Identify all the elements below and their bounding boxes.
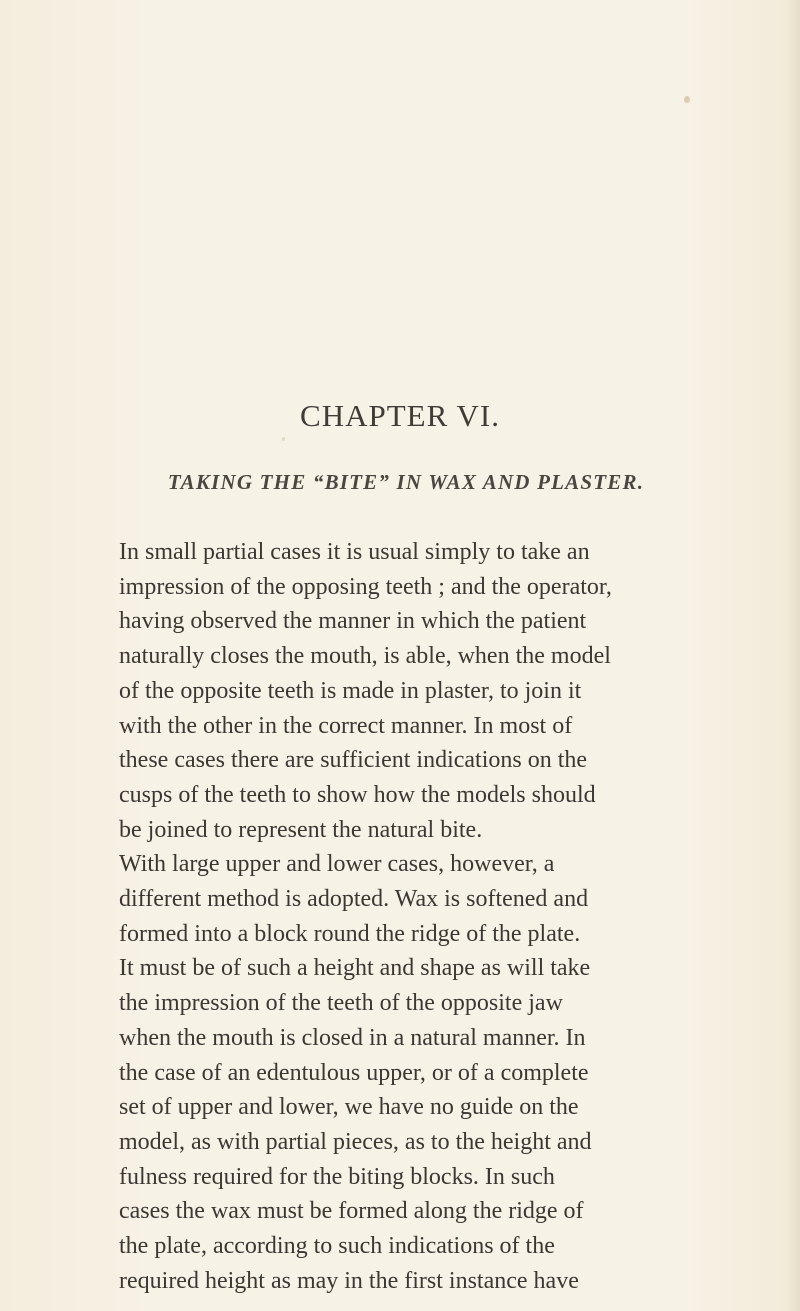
text-line: when the mouth is closed in a natural manner. In xyxy=(119,1024,586,1051)
text-line: the plate, according to such indications of the xyxy=(119,1233,555,1260)
text-line: model, as with partial pieces, as to the height and xyxy=(119,1128,592,1155)
text-line: set of upper and lower, we have no guide on the xyxy=(119,1094,579,1121)
text-line: With large upper and lower cases, however, a xyxy=(119,851,555,878)
text-line: having observed the manner in which the patient xyxy=(119,608,587,635)
text-line: formed into a block round the ridge of the plate. xyxy=(119,920,581,947)
text-line: with the other in the correct manner. In most of xyxy=(119,712,573,739)
body-paragraph xyxy=(119,535,774,1298)
text-line: cusps of the teeth to show how the models should xyxy=(119,781,596,808)
text-line: these cases there are sufficient indications on the xyxy=(119,747,588,774)
text-line: naturally closes the mouth, is able, when the model xyxy=(119,643,611,670)
paper-spot xyxy=(684,96,690,103)
chapter-subtitle: TAKING THE “BITE” IN WAX AND PLASTER. xyxy=(167,470,645,494)
page-edge-shadow xyxy=(786,0,800,1311)
text-line: cases the wax must be formed along the ridge of xyxy=(119,1198,584,1225)
text-line: impression of the opposing teeth ; and the operator, xyxy=(119,573,612,600)
text-line: In small partial cases it is usual simply to take an xyxy=(119,539,590,565)
text-line: It must be of such a height and shape as will take xyxy=(119,955,591,982)
paper-spot xyxy=(282,437,285,441)
text-line: the impression of the teeth of the opposite jaw xyxy=(119,990,563,1017)
text-line: the case of an edentulous upper, or of a complete xyxy=(119,1059,589,1086)
text-line: fulness required for the biting blocks. In such xyxy=(119,1163,555,1190)
chapter-heading: CHAPTER VI. xyxy=(300,398,500,433)
text-line: be joined to represent the natural bite. xyxy=(119,816,483,843)
text-line: of the opposite teeth is made in plaster, to join it xyxy=(119,677,582,704)
text-line: required height as may in the first instance have xyxy=(119,1267,579,1294)
text-line: different method is adopted. Wax is softened and xyxy=(119,886,589,913)
